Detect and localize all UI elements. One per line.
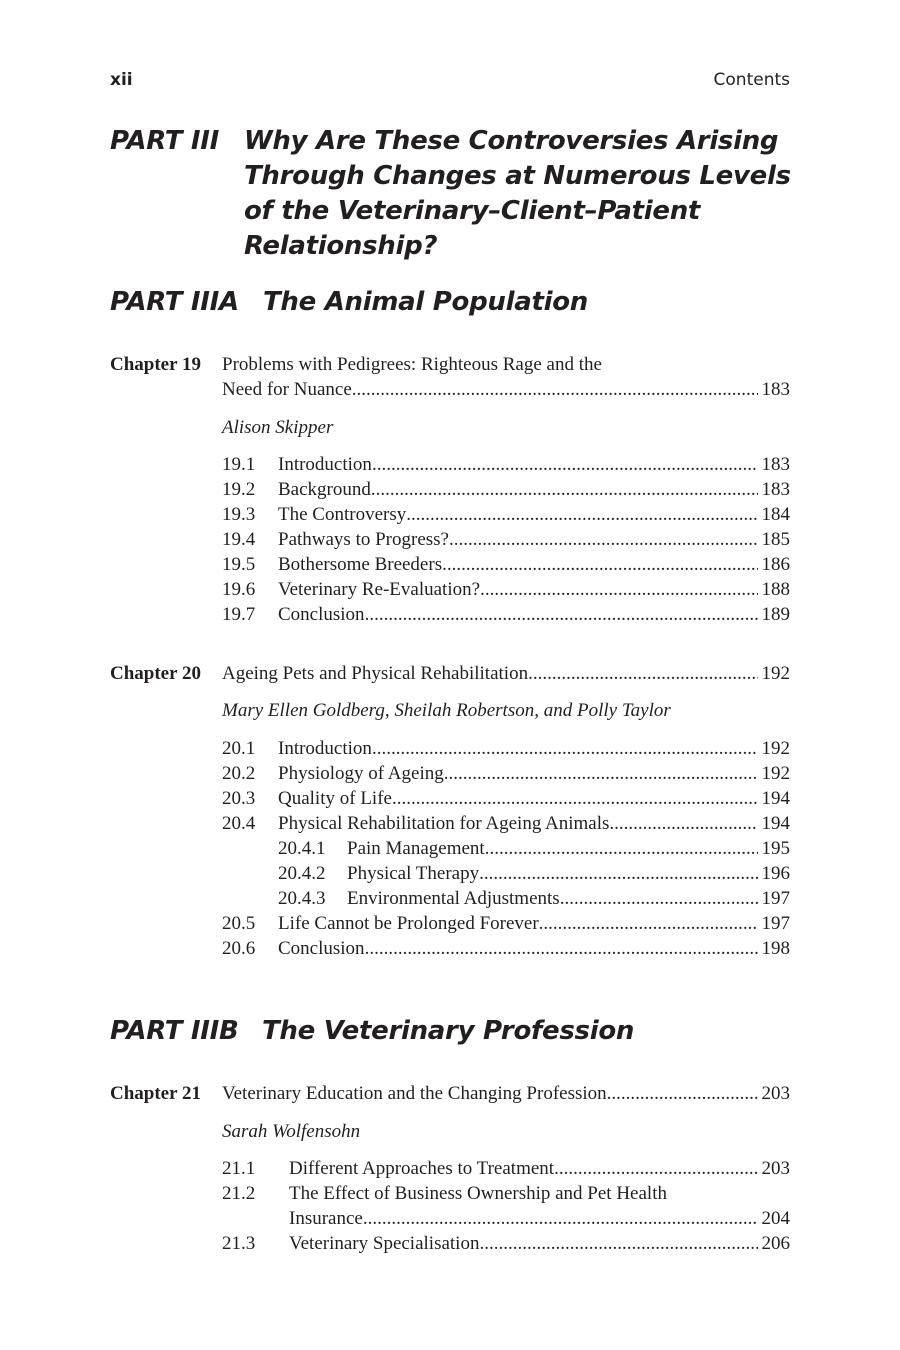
section-entry[interactable] — [289, 1231, 790, 1256]
section-page: 188 — [761, 579, 790, 600]
part-3a-label: PART IIIA — [110, 287, 239, 317]
section-number: 19.4 — [222, 529, 256, 550]
section-number: 20.6 — [222, 938, 256, 959]
leader-dots — [371, 477, 758, 502]
leader-dots — [444, 761, 758, 786]
section-title: Different Approaches to Treatment — [289, 1158, 555, 1179]
subsection-page: 197 — [761, 888, 790, 909]
section-number: 19.6 — [222, 579, 256, 600]
section-entry[interactable] — [278, 761, 790, 786]
part-3-title — [244, 124, 804, 264]
section-entry[interactable] — [278, 552, 790, 577]
part-3b-label: PART IIIB — [110, 1016, 239, 1046]
section-entry[interactable] — [278, 452, 790, 477]
page-number: xii — [110, 70, 133, 90]
section-page: 206 — [761, 1233, 790, 1254]
section-title: Veterinary Specialisation — [289, 1233, 480, 1254]
section-title: Introduction — [278, 738, 372, 759]
section-title: Conclusion — [278, 604, 365, 625]
leader-dots — [480, 577, 757, 602]
section-title: The Controversy — [278, 504, 407, 525]
section-page: 189 — [761, 604, 790, 625]
section-page: 194 — [761, 813, 790, 834]
section-entry[interactable] — [278, 477, 790, 502]
leader-dots — [560, 886, 758, 911]
chapter-21-page: 203 — [761, 1083, 790, 1104]
subsection-number: 20.4.2 — [278, 863, 326, 884]
section-number: 20.3 — [222, 788, 256, 809]
leader-dots — [365, 602, 758, 627]
section-title: Bothersome Breeders — [278, 554, 443, 575]
chapter-20-entry[interactable] — [222, 661, 790, 686]
leader-dots — [365, 936, 758, 961]
subsection-title: Pain Management — [347, 838, 485, 859]
section-page: 183 — [761, 454, 790, 475]
subsection-page: 196 — [761, 863, 790, 884]
leader-dots — [449, 527, 758, 552]
subsection-entry[interactable] — [347, 886, 790, 911]
section-entry[interactable] — [289, 1156, 790, 1181]
chapter-19-label: Chapter 19 — [110, 354, 201, 375]
subsection-entry[interactable] — [347, 836, 790, 861]
section-page: 184 — [761, 504, 790, 525]
chapter-19-entry[interactable] — [222, 377, 790, 402]
section-page: 185 — [761, 529, 790, 550]
section-number: 20.2 — [222, 763, 256, 784]
section-page: 194 — [761, 788, 790, 809]
chapter-21-label: Chapter 21 — [110, 1083, 201, 1104]
section-title: Physiology of Ageing — [278, 763, 444, 784]
section-entry[interactable] — [278, 736, 790, 761]
chapter-21-author: Sarah Wolfensohn — [222, 1121, 361, 1142]
part-3-title-line: Relationship? — [244, 231, 438, 261]
part-3-title-line: of the Veterinary–Client–Patient — [244, 196, 701, 226]
section-entry[interactable] — [278, 811, 790, 836]
section-title: Physical Rehabilitation for Ageing Animals — [278, 813, 610, 834]
section-entry[interactable] — [278, 527, 790, 552]
section-page: 203 — [761, 1158, 790, 1179]
section-entry[interactable] — [278, 602, 790, 627]
leader-dots — [607, 1081, 758, 1106]
subsection-title: Physical Therapy — [347, 863, 480, 884]
section-number: 21.3 — [222, 1233, 256, 1254]
chapter-20-title: Ageing Pets and Physical Rehabilitation — [222, 663, 529, 684]
leader-dots — [539, 911, 758, 936]
section-page: 192 — [761, 738, 790, 759]
leader-dots — [554, 1156, 757, 1181]
leader-dots — [352, 377, 758, 402]
section-page: 204 — [761, 1208, 790, 1229]
section-page: 186 — [761, 554, 790, 575]
chapter-20-page: 192 — [761, 663, 790, 684]
section-page: 192 — [761, 763, 790, 784]
leader-dots — [363, 1206, 758, 1231]
section-page: 197 — [761, 913, 790, 934]
running-title: Contents — [713, 70, 790, 90]
section-title: Life Cannot be Prolonged Forever — [278, 913, 539, 934]
section-number: 21.1 — [222, 1158, 256, 1179]
chapter-19-title-line2: Need for Nuance — [222, 379, 352, 400]
section-number: 20.5 — [222, 913, 256, 934]
part-3-title-line: Through Changes at Numerous Levels — [244, 161, 791, 191]
chapter-19-author: Alison Skipper — [222, 417, 334, 438]
leader-dots — [372, 736, 758, 761]
part-3a-title: The Animal Population — [263, 287, 588, 317]
section-entry[interactable] — [278, 502, 790, 527]
section-number: 19.3 — [222, 504, 256, 525]
leader-dots — [485, 836, 758, 861]
section-title: Background — [278, 479, 371, 500]
section-title: Introduction — [278, 454, 372, 475]
leader-dots — [406, 502, 757, 527]
section-entry[interactable] — [278, 911, 790, 936]
subsection-title: Environmental Adjustments — [347, 888, 560, 909]
section-title-line2: Insurance — [289, 1208, 363, 1229]
leader-dots — [479, 861, 757, 886]
part-3-title-line: Why Are These Controversies Arising — [244, 126, 779, 156]
chapter-19-page: 183 — [761, 379, 790, 400]
chapter-19-title-line1: Problems with Pedigrees: Righteous Rage and the — [222, 354, 602, 375]
section-title: Veterinary Re-Evaluation? — [278, 579, 481, 600]
chapter-21-title: Veterinary Education and the Changing Profession — [222, 1083, 607, 1104]
section-title: Pathways to Progress? — [278, 529, 449, 550]
section-entry[interactable] — [278, 936, 790, 961]
section-entry[interactable] — [278, 577, 790, 602]
leader-dots — [392, 786, 758, 811]
section-number: 20.1 — [222, 738, 256, 759]
section-entry[interactable] — [289, 1206, 790, 1231]
leader-dots — [528, 661, 757, 686]
section-number: 19.5 — [222, 554, 256, 575]
section-title: Quality of Life — [278, 788, 392, 809]
section-number: 19.1 — [222, 454, 256, 475]
leader-dots — [372, 452, 758, 477]
section-title-line1: The Effect of Business Ownership and Pet Health — [289, 1183, 667, 1204]
subsection-number: 20.4.3 — [278, 888, 326, 909]
section-number: 21.2 — [222, 1183, 256, 1204]
section-number: 20.4 — [222, 813, 256, 834]
section-number: 19.7 — [222, 604, 256, 625]
section-page: 198 — [761, 938, 790, 959]
chapter-21-entry[interactable] — [222, 1081, 790, 1106]
subsection-number: 20.4.1 — [278, 838, 326, 859]
leader-dots — [479, 1231, 757, 1256]
leader-dots — [442, 552, 757, 577]
section-title: Conclusion — [278, 938, 365, 959]
part-3b-title: The Veterinary Profession — [262, 1016, 635, 1046]
section-page: 183 — [761, 479, 790, 500]
chapter-20-label: Chapter 20 — [110, 663, 201, 684]
subsection-page: 195 — [761, 838, 790, 859]
section-entry[interactable] — [278, 786, 790, 811]
leader-dots — [609, 811, 757, 836]
subsection-entry[interactable] — [347, 861, 790, 886]
section-number: 19.2 — [222, 479, 256, 500]
chapter-20-author: Mary Ellen Goldberg, Sheilah Robertson, and Polly Taylor — [222, 700, 671, 721]
part-3-label: PART III — [110, 126, 220, 156]
